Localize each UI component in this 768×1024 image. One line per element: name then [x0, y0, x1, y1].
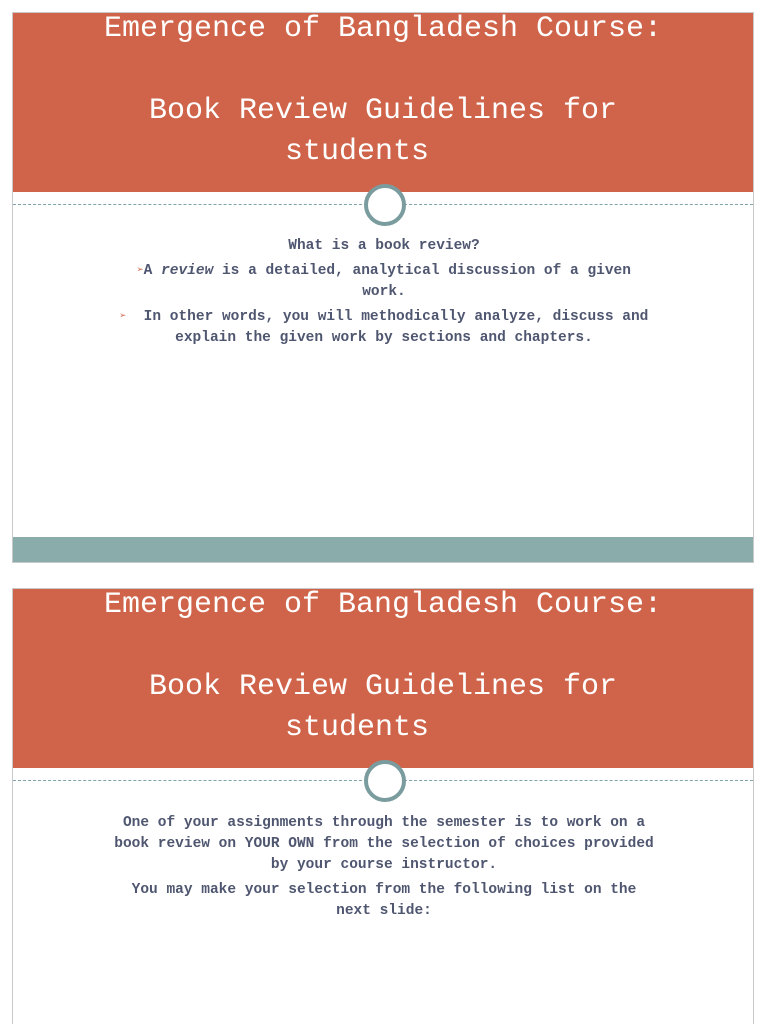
slide-2: [12, 588, 754, 1024]
slide-header: [13, 13, 753, 192]
question-text: What is a book review?: [288, 238, 480, 254]
arrow-bullet-icon: ➢: [137, 265, 144, 277]
title-line-2: Book Review Guidelines for: [148, 670, 618, 704]
slide-body: [113, 813, 655, 926]
title-line-1: Emergence of Bangladesh Course:: [103, 588, 663, 622]
circle-ornament-icon: [364, 184, 406, 226]
bullet-text: In other words, you will methodically analyze, discuss and explain the given work by sections and chapters.: [126, 309, 658, 346]
body-paragraph: You may make your selection from the following list on the next slide:: [131, 882, 637, 919]
bullet-text-end: is a detailed, analytical discussion of a given work.: [213, 263, 631, 300]
slide-1: [12, 12, 754, 563]
title-line-1: Emergence of Bangladesh Course:: [103, 12, 663, 46]
arrow-bullet-icon: ➢: [119, 311, 127, 323]
bullet-item: [113, 261, 655, 303]
title-line-3: students: [284, 135, 430, 169]
bullet-item: [113, 307, 658, 349]
title-line-3: students: [284, 711, 430, 745]
slide-body: [113, 236, 658, 353]
circle-ornament-icon: [364, 760, 406, 802]
bullet-text-start: A: [143, 263, 162, 279]
body-paragraph: One of your assignments through the semester is to work on a book review on YOUR OWN from the selection of choices provided by your course instructor.: [114, 815, 654, 873]
slide-header: [13, 589, 753, 768]
slide-footer: [13, 537, 753, 562]
bullet-text-emphasis: review: [161, 263, 214, 279]
title-line-2: Book Review Guidelines for: [148, 94, 618, 128]
